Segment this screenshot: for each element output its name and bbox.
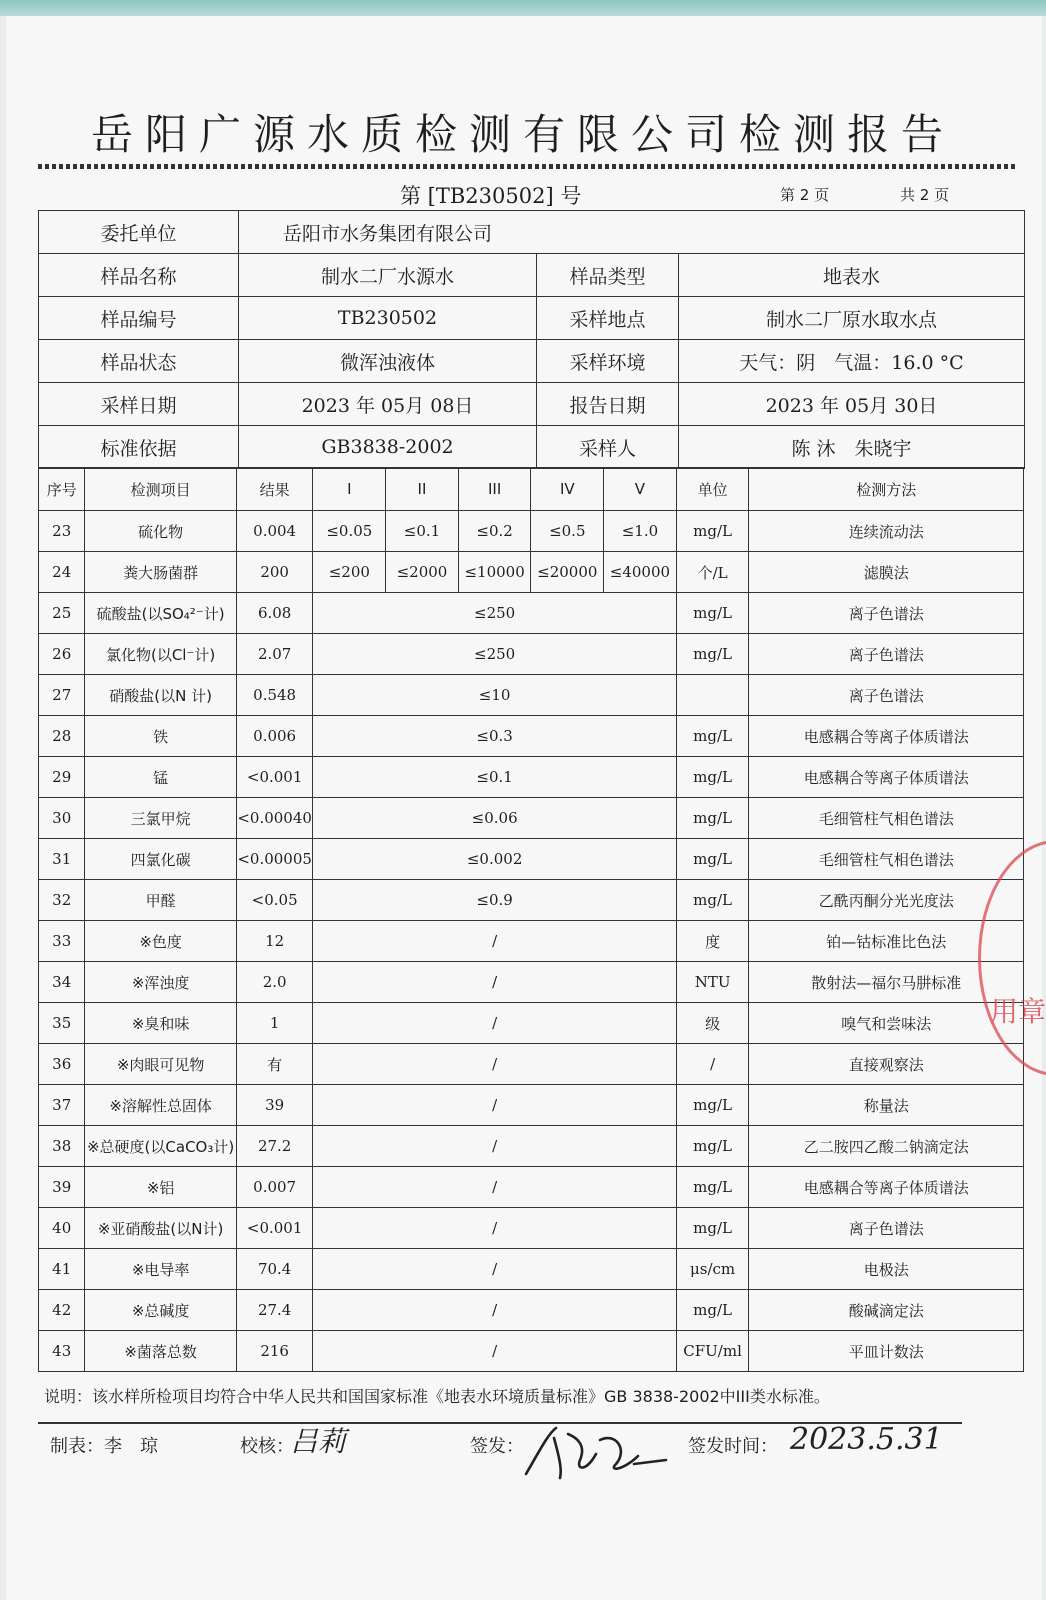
row-method: 离子色谱法: [749, 634, 1024, 675]
col-method: 检测方法: [749, 468, 1024, 511]
report-number: 第 [TB230502] 号: [400, 184, 582, 208]
row-result: 2.0: [236, 962, 313, 1003]
sampling-site-value: 制水二厂原水取水点: [679, 297, 1025, 340]
row-unit: mg/L: [676, 1167, 749, 1208]
row-result: 27.4: [236, 1290, 313, 1331]
table-row: [39, 511, 1024, 552]
table-row: [39, 839, 1024, 880]
row-result: 200: [236, 552, 313, 593]
row-number: 23: [39, 511, 85, 552]
row-limit: /: [313, 1331, 676, 1372]
row-limit-class-2: ≤0.1: [386, 511, 459, 552]
row-number: 38: [39, 1126, 85, 1167]
col-unit: 单位: [676, 468, 749, 511]
row-result: 70.4: [236, 1249, 313, 1290]
row-unit: [676, 675, 749, 716]
row-unit: NTU: [676, 962, 749, 1003]
sample-type-label: 样品类型: [537, 254, 679, 297]
row-method: 嗅气和尝味法: [749, 1003, 1024, 1044]
tape-strip: [0, 0, 1046, 16]
row-unit: mg/L: [676, 1085, 749, 1126]
standard-value: GB3838-2002: [239, 426, 537, 469]
row-item: ※菌落总数: [85, 1331, 236, 1372]
sampling-site-label: 采样地点: [537, 297, 679, 340]
row-item: 三氯甲烷: [85, 798, 236, 839]
row-result: 2.07: [236, 634, 313, 675]
sampling-date-value: 2023 年 05月 08日: [239, 383, 537, 426]
row-limit: /: [313, 1126, 676, 1167]
table-row: [39, 757, 1024, 798]
sampler-value: 陈 沐 朱晓宇: [679, 426, 1025, 469]
row-item: ※色度: [85, 921, 236, 962]
row-result: <0.001: [236, 1208, 313, 1249]
row-result: 0.007: [236, 1167, 313, 1208]
sample-name-value: 制水二厂水源水: [239, 254, 537, 297]
client-value: 岳阳市水务集团有限公司: [239, 211, 1025, 254]
sample-state-value: 微浑浊液体: [239, 340, 537, 383]
row-result: 1: [236, 1003, 313, 1044]
row-unit: mg/L: [676, 593, 749, 634]
row-limit-class-4: ≤20000: [531, 552, 604, 593]
col-class-2: II: [386, 468, 459, 511]
sample-type-value: 地表水: [679, 254, 1025, 297]
row-unit: mg/L: [676, 1126, 749, 1167]
row-limit: ≤0.3: [313, 716, 676, 757]
row-number: 32: [39, 880, 85, 921]
row-item: ※溶解性总固体: [85, 1085, 236, 1126]
row-number: 33: [39, 921, 85, 962]
row-number: 25: [39, 593, 85, 634]
sample-state-label: 样品状态: [39, 340, 239, 383]
col-no: 序号: [39, 468, 85, 511]
table-row: [39, 675, 1024, 716]
client-label: 委托单位: [39, 211, 239, 254]
row-unit: 度: [676, 921, 749, 962]
table-row: [39, 1331, 1024, 1372]
row-item: 硝酸盐(以N 计): [85, 675, 236, 716]
table-row: [39, 962, 1024, 1003]
issuer-signature: [516, 1420, 676, 1482]
row-limit: /: [313, 1249, 676, 1290]
conclusion-note: 说明：该水样所检项目均符合中华人民共和国国家标准《地表水环境质量标准》GB 3838-2002中III类水标准。: [44, 1387, 830, 1406]
row-method: 毛细管柱气相色谱法: [749, 798, 1024, 839]
row-method: 连续流动法: [749, 511, 1024, 552]
row-limit: /: [313, 1003, 676, 1044]
row-number: 43: [39, 1331, 85, 1372]
row-method: 乙二胺四乙酸二钠滴定法: [749, 1126, 1024, 1167]
table-row: [39, 1003, 1024, 1044]
row-item: 甲醛: [85, 880, 236, 921]
row-limit-class-3: ≤10000: [458, 552, 531, 593]
col-result: 结果: [236, 468, 313, 511]
row-number: 40: [39, 1208, 85, 1249]
row-unit: 级: [676, 1003, 749, 1044]
row-limit-class-1: ≤200: [313, 552, 386, 593]
row-limit-class-5: ≤40000: [604, 552, 677, 593]
row-method: 电感耦合等离子体质谱法: [749, 716, 1024, 757]
row-method: 离子色谱法: [749, 675, 1024, 716]
row-limit-class-5: ≤1.0: [604, 511, 677, 552]
row-result: 39: [236, 1085, 313, 1126]
row-limit: ≤10: [313, 675, 676, 716]
row-unit: mg/L: [676, 757, 749, 798]
table-row: [39, 1290, 1024, 1331]
row-method: 酸碱滴定法: [749, 1290, 1024, 1331]
row-number: 36: [39, 1044, 85, 1085]
row-method: 乙酰丙酮分光光度法: [749, 880, 1024, 921]
table-row: [39, 1126, 1024, 1167]
sample-no-value: TB230502: [239, 297, 537, 340]
col-class-1: I: [313, 468, 386, 511]
row-item: ※肉眼可见物: [85, 1044, 236, 1085]
table-row: [39, 634, 1024, 675]
standard-label: 标准依据: [39, 426, 239, 469]
checker-signature: 吕莉: [290, 1425, 347, 1458]
table-row: [39, 880, 1024, 921]
checker-label: 校核：: [240, 1436, 294, 1457]
row-unit: mg/L: [676, 1208, 749, 1249]
row-result: 0.004: [236, 511, 313, 552]
row-limit: ≤0.9: [313, 880, 676, 921]
row-item: 锰: [85, 757, 236, 798]
row-number: 27: [39, 675, 85, 716]
row-unit: mg/L: [676, 880, 749, 921]
row-item: 硫酸盐(以SO₄²⁻计): [85, 593, 236, 634]
row-result: <0.00005: [236, 839, 313, 880]
row-limit: ≤250: [313, 593, 676, 634]
issuer-label: 签发：: [470, 1436, 524, 1457]
table-row: [39, 921, 1024, 962]
row-item: 铁: [85, 716, 236, 757]
table-row: [39, 798, 1024, 839]
issue-time-value: 2023.5.31: [790, 1422, 943, 1457]
row-method: 直接观察法: [749, 1044, 1024, 1085]
table-row: [39, 716, 1024, 757]
row-unit: CFU/ml: [676, 1331, 749, 1372]
row-limit: /: [313, 1085, 676, 1126]
row-limit-class-4: ≤0.5: [531, 511, 604, 552]
row-limit-class-1: ≤0.05: [313, 511, 386, 552]
table-row: [39, 593, 1024, 634]
row-unit: 个/L: [676, 552, 749, 593]
row-method: 铂—钴标准比色法: [749, 921, 1024, 962]
row-number: 29: [39, 757, 85, 798]
row-limit-class-3: ≤0.2: [458, 511, 531, 552]
row-number: 31: [39, 839, 85, 880]
row-method: 称量法: [749, 1085, 1024, 1126]
row-limit: /: [313, 1208, 676, 1249]
row-limit: ≤250: [313, 634, 676, 675]
row-unit: mg/L: [676, 1290, 749, 1331]
col-item: 检测项目: [85, 468, 236, 511]
row-limit: /: [313, 921, 676, 962]
row-number: 34: [39, 962, 85, 1003]
row-limit-class-2: ≤2000: [386, 552, 459, 593]
report-title: 岳阳广源水质检测有限公司检测报告: [90, 110, 955, 159]
row-limit: ≤0.002: [313, 839, 676, 880]
sampling-date-label: 采样日期: [39, 383, 239, 426]
row-result: 有: [236, 1044, 313, 1085]
dotted-divider: [38, 164, 1018, 169]
row-result: 27.2: [236, 1126, 313, 1167]
row-method: 电感耦合等离子体质谱法: [749, 1167, 1024, 1208]
row-method: 散射法—福尔马肼标准: [749, 962, 1024, 1003]
table-row: [39, 552, 1024, 593]
table-row: [39, 1249, 1024, 1290]
row-unit: mg/L: [676, 839, 749, 880]
results-header-row: [39, 468, 1024, 511]
row-result: 0.548: [236, 675, 313, 716]
row-result: <0.001: [236, 757, 313, 798]
row-limit: /: [313, 1167, 676, 1208]
row-item: ※铝: [85, 1167, 236, 1208]
row-unit: mg/L: [676, 634, 749, 675]
issue-time-label: 签发时间：: [688, 1436, 778, 1457]
row-result: 216: [236, 1331, 313, 1372]
row-result: 12: [236, 921, 313, 962]
row-method: 毛细管柱气相色谱法: [749, 839, 1024, 880]
row-limit: /: [313, 1290, 676, 1331]
table-row: [39, 1085, 1024, 1126]
table-row: [39, 1044, 1024, 1085]
row-unit: μs/cm: [676, 1249, 749, 1290]
row-number: 35: [39, 1003, 85, 1044]
row-method: 电感耦合等离子体质谱法: [749, 757, 1024, 798]
page-total: 共 2 页: [900, 186, 950, 204]
row-item: ※电导率: [85, 1249, 236, 1290]
row-number: 42: [39, 1290, 85, 1331]
row-number: 24: [39, 552, 85, 593]
row-method: 电极法: [749, 1249, 1024, 1290]
row-item: ※亚硝酸盐(以N计): [85, 1208, 236, 1249]
row-limit: ≤0.1: [313, 757, 676, 798]
row-result: 6.08: [236, 593, 313, 634]
report-date-label: 报告日期: [537, 383, 679, 426]
row-number: 26: [39, 634, 85, 675]
row-limit: /: [313, 962, 676, 1003]
col-class-5: V: [604, 468, 677, 511]
table-row: [39, 1167, 1024, 1208]
row-item: ※总碱度: [85, 1290, 236, 1331]
row-result: <0.05: [236, 880, 313, 921]
row-number: 39: [39, 1167, 85, 1208]
row-unit: mg/L: [676, 511, 749, 552]
sample-info-table: [38, 210, 1025, 469]
sampling-env-label: 采样环境: [537, 340, 679, 383]
row-result: <0.00040: [236, 798, 313, 839]
maker-label: 制表：李 琼: [50, 1436, 158, 1457]
row-number: 37: [39, 1085, 85, 1126]
row-method: 离子色谱法: [749, 593, 1024, 634]
row-limit: ≤0.06: [313, 798, 676, 839]
row-item: 四氯化碳: [85, 839, 236, 880]
table-row: [39, 1208, 1024, 1249]
page-current: 第 2 页: [780, 186, 830, 204]
row-item: 硫化物: [85, 511, 236, 552]
row-item: 粪大肠菌群: [85, 552, 236, 593]
report-date-value: 2023 年 05月 30日: [679, 383, 1025, 426]
sampling-env-value: 天气：阴 气温：16.0 °C: [679, 340, 1025, 383]
row-method: 离子色谱法: [749, 1208, 1024, 1249]
results-table: [38, 467, 1024, 1372]
row-item: ※浑浊度: [85, 962, 236, 1003]
sampler-label: 采样人: [537, 426, 679, 469]
row-number: 41: [39, 1249, 85, 1290]
row-number: 30: [39, 798, 85, 839]
row-unit: mg/L: [676, 716, 749, 757]
row-item: ※臭和味: [85, 1003, 236, 1044]
row-result: 0.006: [236, 716, 313, 757]
sample-no-label: 样品编号: [39, 297, 239, 340]
row-method: 滤膜法: [749, 552, 1024, 593]
sample-name-label: 样品名称: [39, 254, 239, 297]
col-class-3: III: [458, 468, 531, 511]
row-unit: mg/L: [676, 798, 749, 839]
row-limit: /: [313, 1044, 676, 1085]
row-unit: /: [676, 1044, 749, 1085]
seal-text: 用章: [990, 995, 1046, 1028]
col-class-4: IV: [531, 468, 604, 511]
row-item: 氯化物(以Cl⁻计): [85, 634, 236, 675]
row-number: 28: [39, 716, 85, 757]
row-method: 平皿计数法: [749, 1331, 1024, 1372]
row-item: ※总硬度(以CaCO₃计): [85, 1126, 236, 1167]
